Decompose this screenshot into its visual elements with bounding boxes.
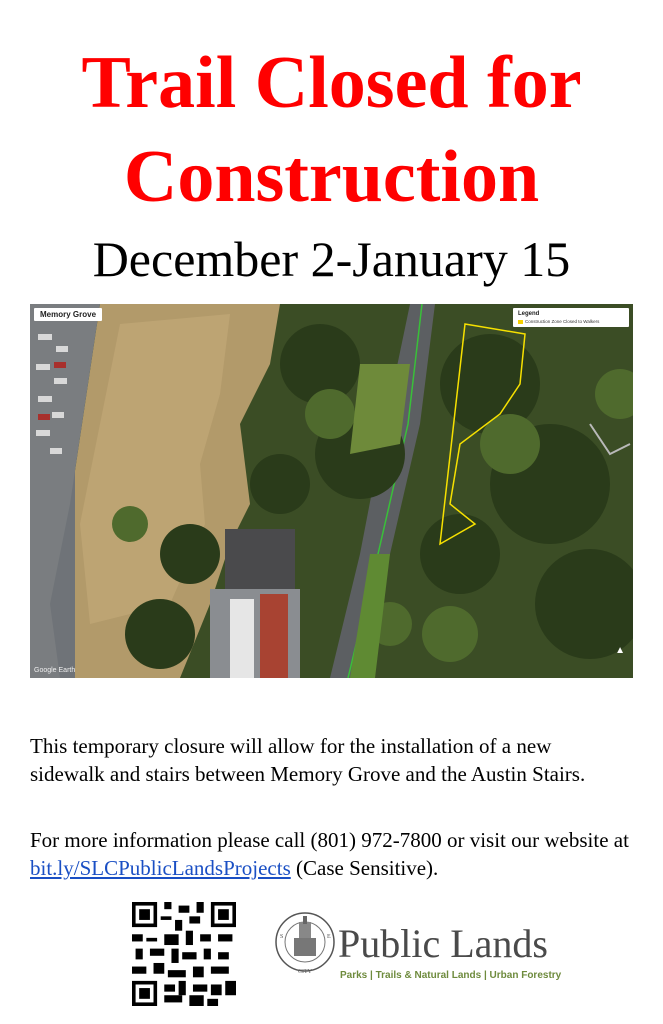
qr-code[interactable] <box>132 902 236 1006</box>
aerial-map <box>30 304 633 678</box>
aerial-map-image <box>30 304 633 678</box>
map-credit: Google Earth <box>34 667 76 674</box>
legend-title: Legend <box>518 311 540 317</box>
closure-description: This temporary closure will allow for the installation of a new sidewalk and stairs between Memory Grove and the Austin Stairs. <box>30 734 586 786</box>
svg-text:E: E <box>327 934 331 940</box>
salt-lake-city-seal <box>274 908 336 976</box>
legend-swatch-icon <box>518 320 523 324</box>
public-lands-tagline: Parks | Trails & Natural Lands | Urban Forestry <box>340 970 562 981</box>
public-lands-brand: Public Lands <box>338 921 548 966</box>
svg-text:CITY: CITY <box>298 969 312 975</box>
projects-link[interactable]: bit.ly/SLCPublicLandsProjects <box>30 856 291 880</box>
svg-text:S: S <box>280 934 284 940</box>
contact-info <box>30 826 630 882</box>
contact-text-after: (Case Sensitive). <box>290 856 439 880</box>
title-line-2: Construction <box>123 136 540 218</box>
title-line-1: Trail Closed for <box>81 42 582 124</box>
contact-text-before: For more information please call (801) 972-7800 or visit our website at <box>30 828 629 852</box>
legend-item <box>518 319 624 324</box>
map-legend <box>513 308 629 327</box>
closure-dates: December 2-January 15 <box>92 231 571 287</box>
map-location-label: Memory Grove <box>34 308 102 321</box>
north-arrow-icon: ▲ <box>615 645 625 656</box>
legend-item-label: Construction Zone Closed to Walkers <box>525 319 600 324</box>
